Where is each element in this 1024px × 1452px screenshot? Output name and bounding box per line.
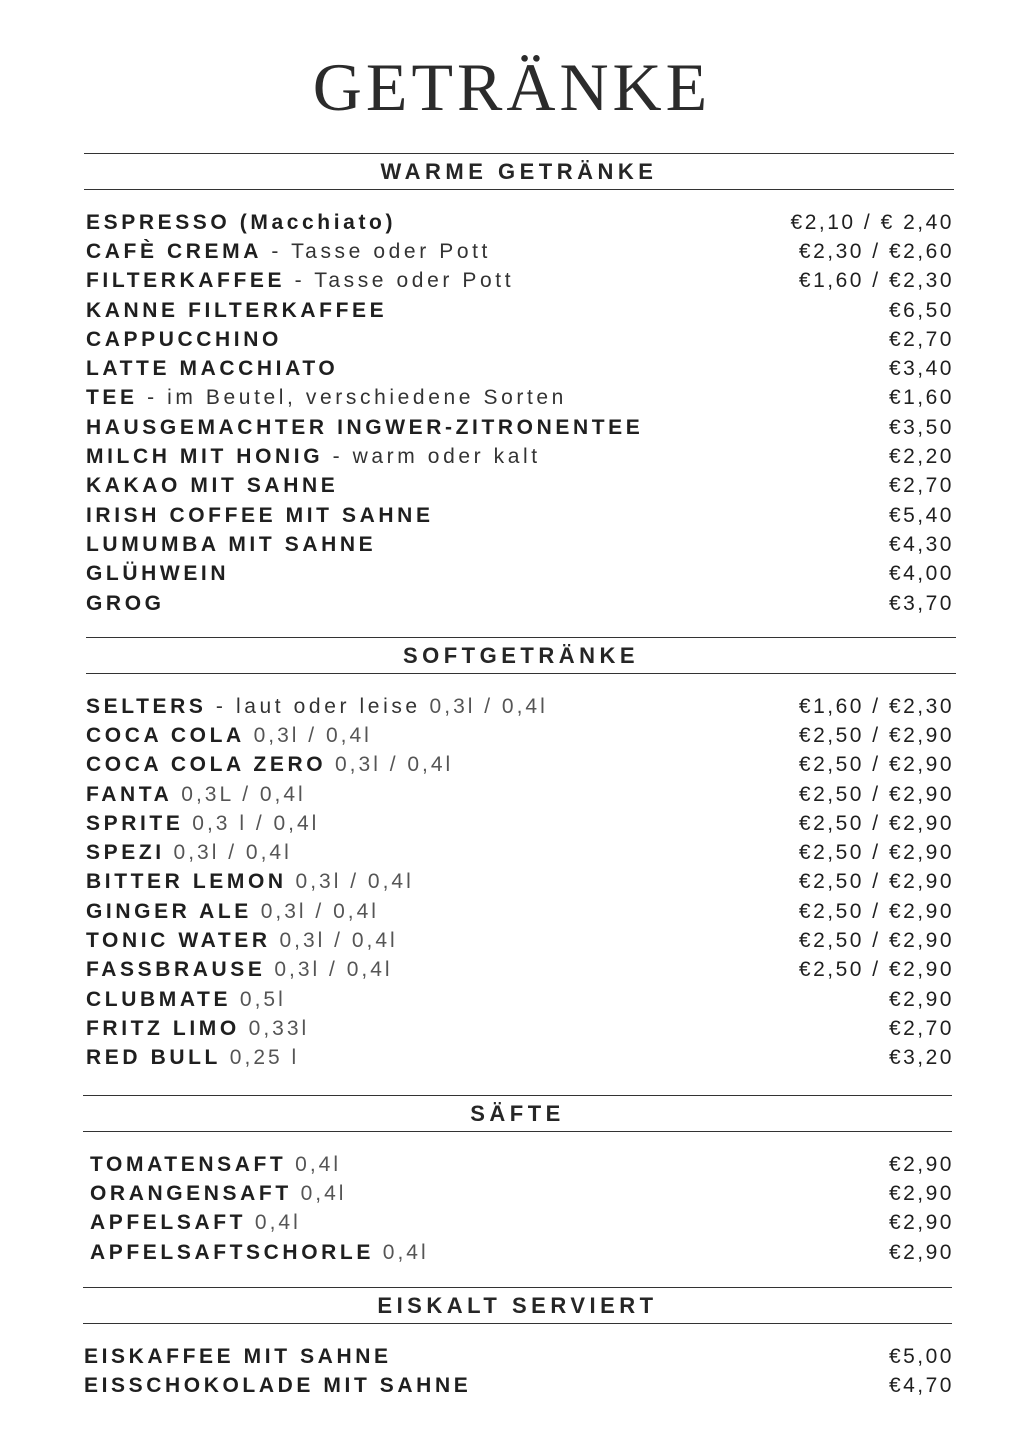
menu-item-name: ORANGENSAFT bbox=[90, 1181, 292, 1205]
menu-item-label bbox=[86, 504, 434, 528]
eiskalt-serviert-list bbox=[84, 1342, 954, 1401]
menu-item-volume: 0,3l / 0,4l bbox=[420, 694, 548, 718]
menu-item bbox=[90, 1150, 954, 1179]
menu-item-name: SPRITE bbox=[86, 811, 184, 835]
menu-item-name: CAPPUCCHINO bbox=[86, 327, 282, 351]
menu-item-name: IRISH COFFEE MIT SAHNE bbox=[86, 503, 434, 527]
section-heading: SÄFTE bbox=[470, 1100, 565, 1126]
menu-item bbox=[84, 1342, 954, 1371]
section-header-softgetraenke bbox=[86, 637, 956, 674]
menu-item-price: €6,50 bbox=[888, 298, 954, 322]
menu-item-name: TONIC WATER bbox=[86, 929, 271, 953]
menu-item bbox=[86, 838, 954, 867]
menu-item-label bbox=[86, 328, 282, 352]
menu-item-price: €2,70 bbox=[888, 1016, 954, 1040]
menu-item-volume: 0,4l bbox=[286, 1152, 342, 1176]
menu-item bbox=[86, 926, 954, 955]
menu-item-note: - im Beutel, verschiedene Sorten bbox=[137, 386, 567, 410]
menu-item bbox=[86, 897, 954, 926]
menu-item-price: €2,50 / €2,90 bbox=[798, 958, 954, 982]
menu-item-label bbox=[86, 240, 491, 264]
menu-item-price: €3,40 bbox=[888, 357, 954, 381]
menu-item-volume: 0,3l / 0,4l bbox=[326, 753, 454, 777]
menu-item-price: €2,90 bbox=[888, 1152, 954, 1176]
menu-item-name: CAFÈ CREMA bbox=[86, 239, 262, 263]
menu-item bbox=[86, 589, 954, 618]
menu-item-name: MILCH MIT HONIG bbox=[86, 445, 324, 469]
menu-item-price: €2,70 bbox=[888, 474, 954, 498]
warme-getraenke-list bbox=[86, 208, 954, 618]
menu-item-label bbox=[90, 1182, 346, 1206]
menu-item-volume: 0,5l bbox=[231, 987, 286, 1011]
menu-item-price: €3,50 bbox=[888, 415, 954, 439]
menu-item-price: €5,40 bbox=[888, 503, 954, 527]
menu-item-volume: 0,33l bbox=[239, 1016, 310, 1040]
menu-item-label bbox=[90, 1241, 429, 1265]
menu-item bbox=[86, 296, 954, 325]
menu-item-name: FILTERKAFFEE bbox=[86, 269, 286, 293]
menu-item-price: €5,00 bbox=[888, 1344, 954, 1368]
menu-item-price: €2,50 / €2,90 bbox=[798, 870, 954, 894]
menu-item bbox=[86, 208, 954, 237]
menu-item-name: RED BULL bbox=[86, 1046, 221, 1070]
menu-item-price: €1,60 / €2,30 bbox=[798, 694, 954, 718]
saefte-list bbox=[90, 1150, 954, 1267]
menu-item-label bbox=[90, 1153, 341, 1177]
menu-item-label bbox=[86, 841, 292, 865]
menu-item bbox=[86, 985, 954, 1014]
menu-item bbox=[86, 384, 954, 413]
menu-item-price: €2,50 / €2,90 bbox=[798, 929, 954, 953]
menu-item-volume: 0,3l / 0,4l bbox=[164, 841, 292, 865]
menu-item-price: €4,70 bbox=[888, 1373, 954, 1397]
menu-item-label bbox=[86, 533, 376, 557]
menu-item bbox=[90, 1209, 954, 1238]
menu-item-volume: 0,3l / 0,4l bbox=[244, 723, 372, 747]
menu-item-volume: 0,3 l / 0,4l bbox=[183, 811, 320, 835]
menu-item-label bbox=[86, 724, 372, 748]
section-header-saefte bbox=[83, 1095, 952, 1132]
menu-item bbox=[86, 442, 954, 471]
section-header-eiskalt-serviert bbox=[83, 1287, 952, 1324]
menu-item-volume: 0,3l / 0,4l bbox=[286, 870, 414, 894]
menu-item-label bbox=[86, 1046, 299, 1070]
section-heading: EISKALT SERVIERT bbox=[377, 1292, 658, 1318]
menu-item-price: €2,50 / €2,90 bbox=[798, 782, 954, 806]
menu-item-label bbox=[86, 299, 387, 323]
menu-item bbox=[86, 267, 954, 296]
menu-item-name: EISKAFFEE MIT SAHNE bbox=[84, 1344, 392, 1368]
menu-item-name: KANNE FILTERKAFFEE bbox=[86, 298, 388, 322]
menu-item-volume: 0,3l / 0,4l bbox=[270, 929, 398, 953]
menu-item-price: €2,50 / €2,90 bbox=[798, 753, 954, 777]
menu-item-name: COCA COLA bbox=[86, 723, 245, 747]
menu-item-volume: 0,4l bbox=[246, 1211, 301, 1235]
menu-item-label bbox=[86, 900, 379, 924]
menu-item-label bbox=[86, 211, 396, 235]
menu-item-note: - laut oder leise bbox=[206, 694, 421, 718]
menu-item-price: €1,60 bbox=[888, 386, 954, 410]
menu-item-name: CLUBMATE bbox=[86, 987, 232, 1011]
menu-item-price: €2,90 bbox=[888, 1211, 954, 1235]
section-header-warme-getraenke bbox=[84, 153, 954, 190]
menu-item-price: €2,20 bbox=[888, 445, 954, 469]
menu-item-price: €3,20 bbox=[888, 1046, 954, 1070]
menu-item-price: €2,50 / €2,90 bbox=[798, 841, 954, 865]
menu-item-volume: 0,3l / 0,4l bbox=[265, 958, 393, 982]
menu-item-volume: 0,25 l bbox=[220, 1046, 300, 1070]
menu-item-price: €2,10 / € 2,40 bbox=[790, 210, 954, 234]
menu-item bbox=[86, 325, 954, 354]
menu-item-label bbox=[86, 386, 567, 410]
menu-item-label bbox=[86, 783, 306, 807]
menu-item-price: €4,30 bbox=[888, 532, 954, 556]
menu-item-label bbox=[84, 1374, 471, 1398]
menu-item bbox=[86, 354, 954, 383]
menu-item bbox=[86, 956, 954, 985]
menu-item-name: TEE bbox=[86, 386, 138, 410]
menu-item-label bbox=[90, 1211, 301, 1235]
menu-item bbox=[86, 1044, 954, 1073]
menu-item-label bbox=[86, 269, 514, 293]
page-title: GETRÄNKE bbox=[312, 49, 712, 125]
menu-item-note: - Tasse oder Pott bbox=[285, 269, 515, 293]
menu-item-label bbox=[86, 474, 338, 498]
menu-item-name: HAUSGEMACHTER INGWER-ZITRONENTEE bbox=[86, 415, 644, 439]
menu-item bbox=[86, 530, 954, 559]
menu-item-price: €3,70 bbox=[888, 591, 954, 615]
menu-item-label bbox=[86, 592, 165, 616]
menu-item-price: €1,60 / €2,30 bbox=[798, 269, 954, 293]
menu-item-volume: 0,4l bbox=[373, 1240, 429, 1264]
menu-item-volume: 0,4l bbox=[291, 1181, 347, 1205]
softgetraenke-list bbox=[86, 692, 954, 1073]
menu-item-price: €2,50 / €2,90 bbox=[798, 723, 954, 747]
menu-item bbox=[86, 237, 954, 266]
menu-item-price: €2,90 bbox=[888, 1181, 954, 1205]
menu-item bbox=[86, 780, 954, 809]
menu-item-name: SPEZI bbox=[86, 841, 165, 865]
menu-item-name: TOMATENSAFT bbox=[90, 1152, 287, 1176]
menu-item-name: FRITZ LIMO bbox=[86, 1016, 240, 1040]
menu-item-label bbox=[86, 1017, 309, 1041]
menu-item-price: €2,50 / €2,90 bbox=[798, 811, 954, 835]
menu-item bbox=[86, 868, 954, 897]
menu-item bbox=[86, 692, 954, 721]
menu-item-label bbox=[86, 753, 453, 777]
menu-item bbox=[90, 1179, 954, 1208]
menu-item bbox=[86, 472, 954, 501]
menu-item-label bbox=[86, 357, 338, 381]
menu-item-name: APFELSAFTSCHORLE bbox=[90, 1240, 374, 1264]
menu-item-price: €2,90 bbox=[888, 987, 954, 1011]
menu-item-note: - warm oder kalt bbox=[323, 445, 541, 469]
menu-item-name: GROG bbox=[86, 591, 165, 615]
menu-item-name: GINGER ALE bbox=[86, 899, 252, 923]
menu-item-volume: 0,3L / 0,4l bbox=[172, 782, 306, 806]
menu-item-volume: 0,3l / 0,4l bbox=[251, 899, 379, 923]
menu-item bbox=[86, 1014, 954, 1043]
menu-item-label bbox=[86, 870, 414, 894]
menu-item-name: FANTA bbox=[86, 782, 173, 806]
menu-item-label bbox=[86, 695, 548, 719]
menu-item-price: €2,50 / €2,90 bbox=[798, 899, 954, 923]
menu-item-label bbox=[86, 812, 319, 836]
menu-item-label bbox=[86, 958, 393, 982]
menu-item-price: €2,70 bbox=[888, 327, 954, 351]
menu-item-note: - Tasse oder Pott bbox=[262, 239, 491, 263]
menu-item-name: GLÜHWEIN bbox=[86, 562, 230, 586]
menu-item-price: €4,00 bbox=[888, 562, 954, 586]
menu-item-name: KAKAO MIT SAHNE bbox=[86, 474, 339, 498]
menu-item-label bbox=[86, 562, 229, 586]
menu-item bbox=[86, 721, 954, 750]
menu-item-label bbox=[86, 416, 643, 440]
section-heading: SOFTGETRÄNKE bbox=[402, 642, 640, 668]
menu-item-label bbox=[84, 1345, 392, 1369]
menu-item-name: ESPRESSO (Macchiato) bbox=[86, 210, 397, 234]
menu-item-label bbox=[86, 445, 541, 469]
menu-item bbox=[86, 809, 954, 838]
menu-item-name: FASSBRAUSE bbox=[86, 958, 266, 982]
menu-item-price: €2,90 bbox=[888, 1240, 954, 1264]
menu-item bbox=[90, 1238, 954, 1267]
menu-item bbox=[86, 501, 954, 530]
menu-item bbox=[86, 560, 954, 589]
menu-item-name: EISSCHOKOLADE MIT SAHNE bbox=[84, 1373, 472, 1397]
section-heading: WARME GETRÄNKE bbox=[380, 158, 658, 184]
menu-item-label bbox=[86, 988, 286, 1012]
menu-item-name: SELTERS bbox=[86, 694, 207, 718]
menu-item bbox=[84, 1371, 954, 1400]
menu-item-name: APFELSAFT bbox=[90, 1211, 247, 1235]
menu-item-name: COCA COLA ZERO bbox=[86, 753, 327, 777]
menu-item bbox=[86, 413, 954, 442]
menu-item-price: €2,30 / €2,60 bbox=[798, 239, 954, 263]
menu-item-name: LATTE MACCHIATO bbox=[86, 357, 339, 381]
menu-item bbox=[86, 751, 954, 780]
menu-item-name: BITTER LEMON bbox=[86, 870, 287, 894]
menu-item-name: LUMUMBA MIT SAHNE bbox=[86, 532, 377, 556]
menu-item-label bbox=[86, 929, 398, 953]
